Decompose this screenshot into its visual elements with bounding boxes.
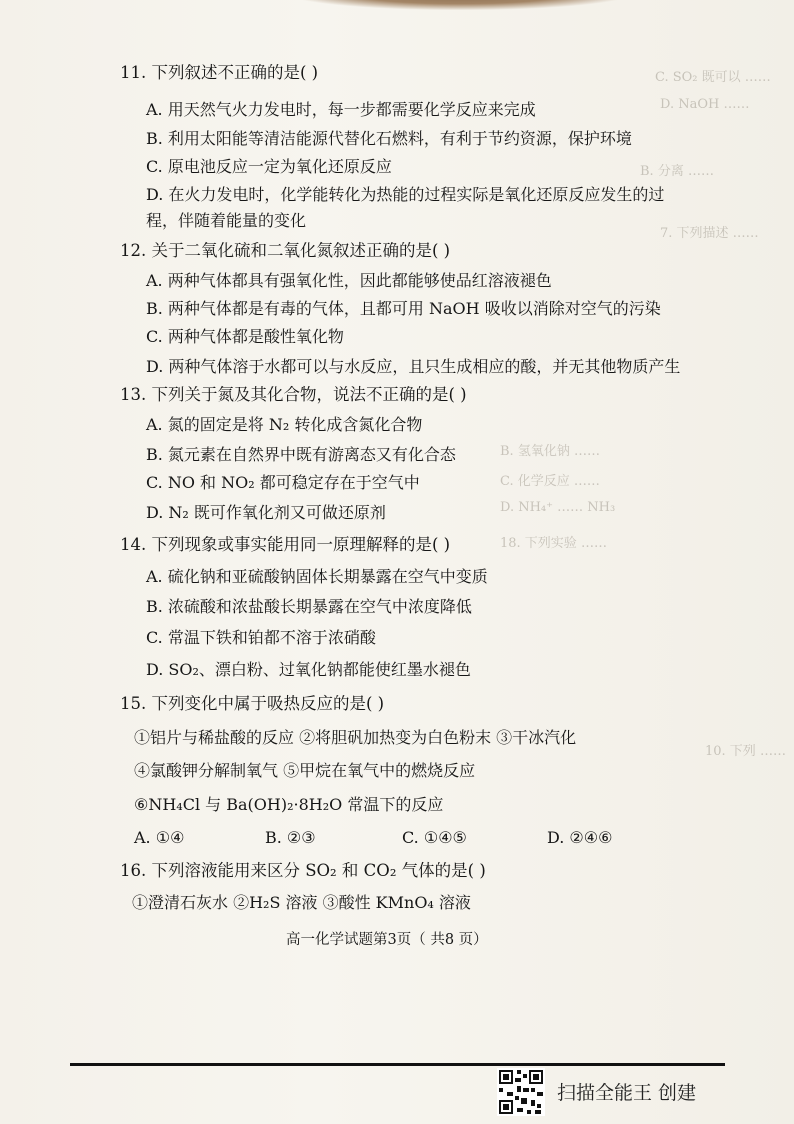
question-13-option-c: C. NO 和 NO₂ 都可稳定存在于空气中 — [146, 473, 420, 492]
bleed-text: C. 化学反应 …… — [500, 474, 600, 489]
question-14-stem: 14. 下列现象或事实能用同一原理解释的是( ) — [120, 535, 451, 554]
question-15-stem: 15. 下列变化中属于吸热反应的是( ) — [120, 694, 385, 713]
page-footer: 高一化学试题第3页（ 共8 页） — [286, 932, 488, 948]
bleed-text: 18. 下列实验 …… — [500, 536, 607, 551]
question-13-option-b: B. 氮元素在自然界中既有游离态又有化合态 — [146, 445, 456, 464]
scanner-watermark: 扫描全能王 创建 — [557, 1082, 697, 1104]
bleed-text: B. 分离 …… — [640, 164, 714, 179]
scan-edge-shadow — [290, 0, 630, 10]
bleed-text: 7. 下列描述 …… — [660, 226, 759, 241]
question-14-option-c: C. 常温下铁和铂都不溶于浓硝酸 — [146, 628, 376, 647]
question-11-option-d: D. 在火力发电时，化学能转化为热能的过程实际是氧化还原反应发生的过 — [146, 185, 665, 204]
question-16-stem: 16. 下列溶液能用来区分 SO₂ 和 CO₂ 气体的是( ) — [120, 861, 486, 880]
question-12-option-a: A. 两种气体都具有强氧化性，因此都能够使品红溶液褪色 — [146, 271, 552, 290]
question-11-option-d-continued: 程，伴随着能量的变化 — [146, 211, 307, 230]
question-14-option-d: D. SO₂、漂白粉、过氧化钠都能使红墨水褪色 — [146, 660, 471, 679]
bottom-rule — [70, 1063, 725, 1066]
question-14-option-b: B. 浓硫酸和浓盐酸长期暴露在空气中浓度降低 — [146, 597, 472, 616]
question-12-option-d: D. 两种气体溶于水都可以与水反应，且只生成相应的酸，并无其他物质产生 — [146, 357, 681, 376]
bleed-text: D. NH₄⁺ …… NH₃ — [500, 500, 616, 515]
question-14-option-a: A. 硫化钠和亚硫酸钠固体长期暴露在空气中变质 — [146, 567, 488, 586]
question-15-items-row-2: ④氯酸钾分解制氧气 ⑤甲烷在氧气中的燃烧反应 — [134, 761, 476, 780]
question-11-stem: 11. 下列叙述不正确的是( ) — [120, 63, 319, 82]
question-13-stem: 13. 下列关于氮及其化合物，说法不正确的是( ) — [120, 385, 467, 404]
question-16-items: ①澄清石灰水 ②H₂S 溶液 ③酸性 KMnO₄ 溶液 — [132, 893, 471, 912]
question-13-option-d: D. N₂ 既可作氧化剂又可做还原剂 — [146, 503, 386, 522]
question-12-stem: 12. 关于二氧化硫和二氧化氮叙述正确的是( ) — [120, 241, 451, 260]
question-15-items-row-1: ①铝片与稀盐酸的反应 ②将胆矾加热变为白色粉末 ③干冰汽化 — [134, 728, 577, 747]
question-15-choice-a: A. ①④ — [134, 828, 185, 847]
qr-code-icon — [497, 1068, 545, 1116]
question-11-option-c: C. 原电池反应一定为氧化还原反应 — [146, 157, 392, 176]
question-13-option-a: A. 氮的固定是将 N₂ 转化成含氮化合物 — [146, 415, 423, 434]
question-12-option-b: B. 两种气体都是有毒的气体，且都可用 NaOH 吸收以消除对空气的污染 — [146, 299, 661, 318]
question-15-items-row-3: ⑥NH₄Cl 与 Ba(OH)₂·8H₂O 常温下的反应 — [134, 795, 444, 814]
bleed-text: C. SO₂ 既可以 …… — [655, 70, 771, 85]
question-11-option-a: A. 用天然气火力发电时，每一步都需要化学反应来完成 — [146, 100, 536, 119]
question-15-choice-c: C. ①④⑤ — [402, 828, 467, 847]
bleed-text: B. 氢氧化钠 …… — [500, 444, 600, 459]
question-15-choice-d: D. ②④⑥ — [547, 828, 613, 847]
question-15-choice-b: B. ②③ — [265, 828, 316, 847]
bleed-text: 10. 下列 …… — [705, 744, 786, 759]
question-11-option-b: B. 利用太阳能等清洁能源代替化石燃料，有利于节约资源，保护环境 — [146, 129, 632, 148]
bleed-text: D. NaOH …… — [660, 97, 750, 112]
question-12-option-c: C. 两种气体都是酸性氧化物 — [146, 327, 344, 346]
